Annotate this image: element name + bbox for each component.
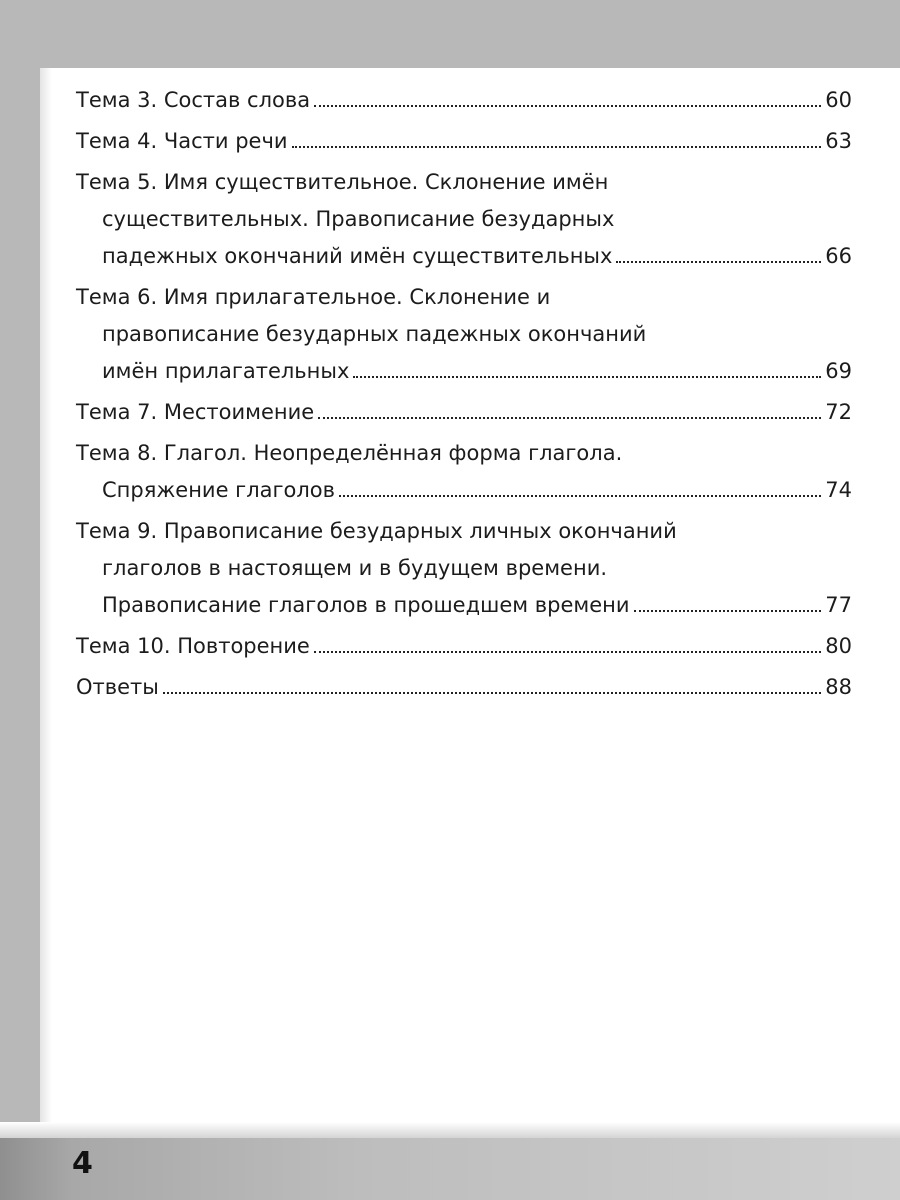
toc-page-number: 88: [825, 675, 852, 699]
toc-entry[interactable]: [76, 628, 852, 665]
dot-leader: [292, 146, 822, 148]
dot-leader: [163, 692, 821, 694]
toc-entry[interactable]: [76, 669, 852, 706]
page-bottom-margin: [0, 1138, 900, 1200]
toc-page-number: 69: [825, 359, 852, 383]
toc-entry-title-continued: падежных окончаний имён существительных: [102, 244, 613, 268]
toc-entry-title-continued: правописание безударных падежных окончаний: [102, 322, 647, 346]
toc-entry-title: Тема 8. Глагол. Неопределённая форма глагола.: [76, 441, 623, 465]
page-left-margin: [0, 0, 40, 1200]
dot-leader: [318, 417, 821, 419]
toc-entry-title-continued: Спряжение глаголов: [102, 478, 336, 502]
page-top-margin: [0, 0, 900, 68]
toc-entry-title: Тема 3. Состав слова: [76, 88, 311, 112]
toc-entry-title-continued: имён прилагательных: [102, 359, 350, 383]
toc-entry-title: Тема 5. Имя существительное. Склонение имён: [76, 170, 609, 194]
toc-entry-title: Тема 6. Имя прилагательное. Склонение и: [76, 285, 551, 309]
page-number: 4: [72, 1146, 93, 1181]
toc-entry-title: Тема 9. Правописание безударных личных окончаний: [76, 519, 677, 543]
toc-entry[interactable]: [76, 123, 852, 160]
toc-entry[interactable]: [76, 435, 852, 509]
toc-page-number: 66: [825, 244, 852, 268]
toc-page-number: 77: [825, 593, 852, 617]
toc-entry-title: Тема 10. Повторение: [76, 634, 310, 658]
toc-entry[interactable]: [76, 394, 852, 431]
toc-page-number: 63: [825, 129, 852, 153]
dot-leader: [616, 261, 821, 263]
toc-entry-title: Ответы: [76, 675, 159, 699]
toc-page-number: 60: [825, 88, 852, 112]
table-of-contents: [76, 82, 852, 710]
dot-leader: [353, 376, 821, 378]
dot-leader: [314, 105, 821, 107]
toc-page-number: 74: [825, 478, 852, 502]
toc-entry-title: Тема 7. Местоимение: [76, 400, 315, 424]
toc-entry[interactable]: [76, 164, 852, 275]
dot-leader: [339, 495, 821, 497]
toc-entry[interactable]: [76, 82, 852, 119]
toc-entry[interactable]: [76, 513, 852, 624]
toc-entry-title-continued: Правописание глаголов в прошедшем времени: [102, 593, 630, 617]
toc-page-number: 80: [825, 634, 852, 658]
dot-leader: [314, 651, 821, 653]
toc-entry-title-continued: глаголов в настоящем и в будущем времени.: [102, 556, 608, 580]
toc-entry-title: Тема 4. Части речи: [76, 129, 288, 153]
dot-leader: [634, 610, 822, 612]
toc-entry[interactable]: [76, 279, 852, 390]
toc-entry-title-continued: существительных. Правописание безударных: [102, 207, 615, 231]
toc-page-number: 72: [825, 400, 852, 424]
